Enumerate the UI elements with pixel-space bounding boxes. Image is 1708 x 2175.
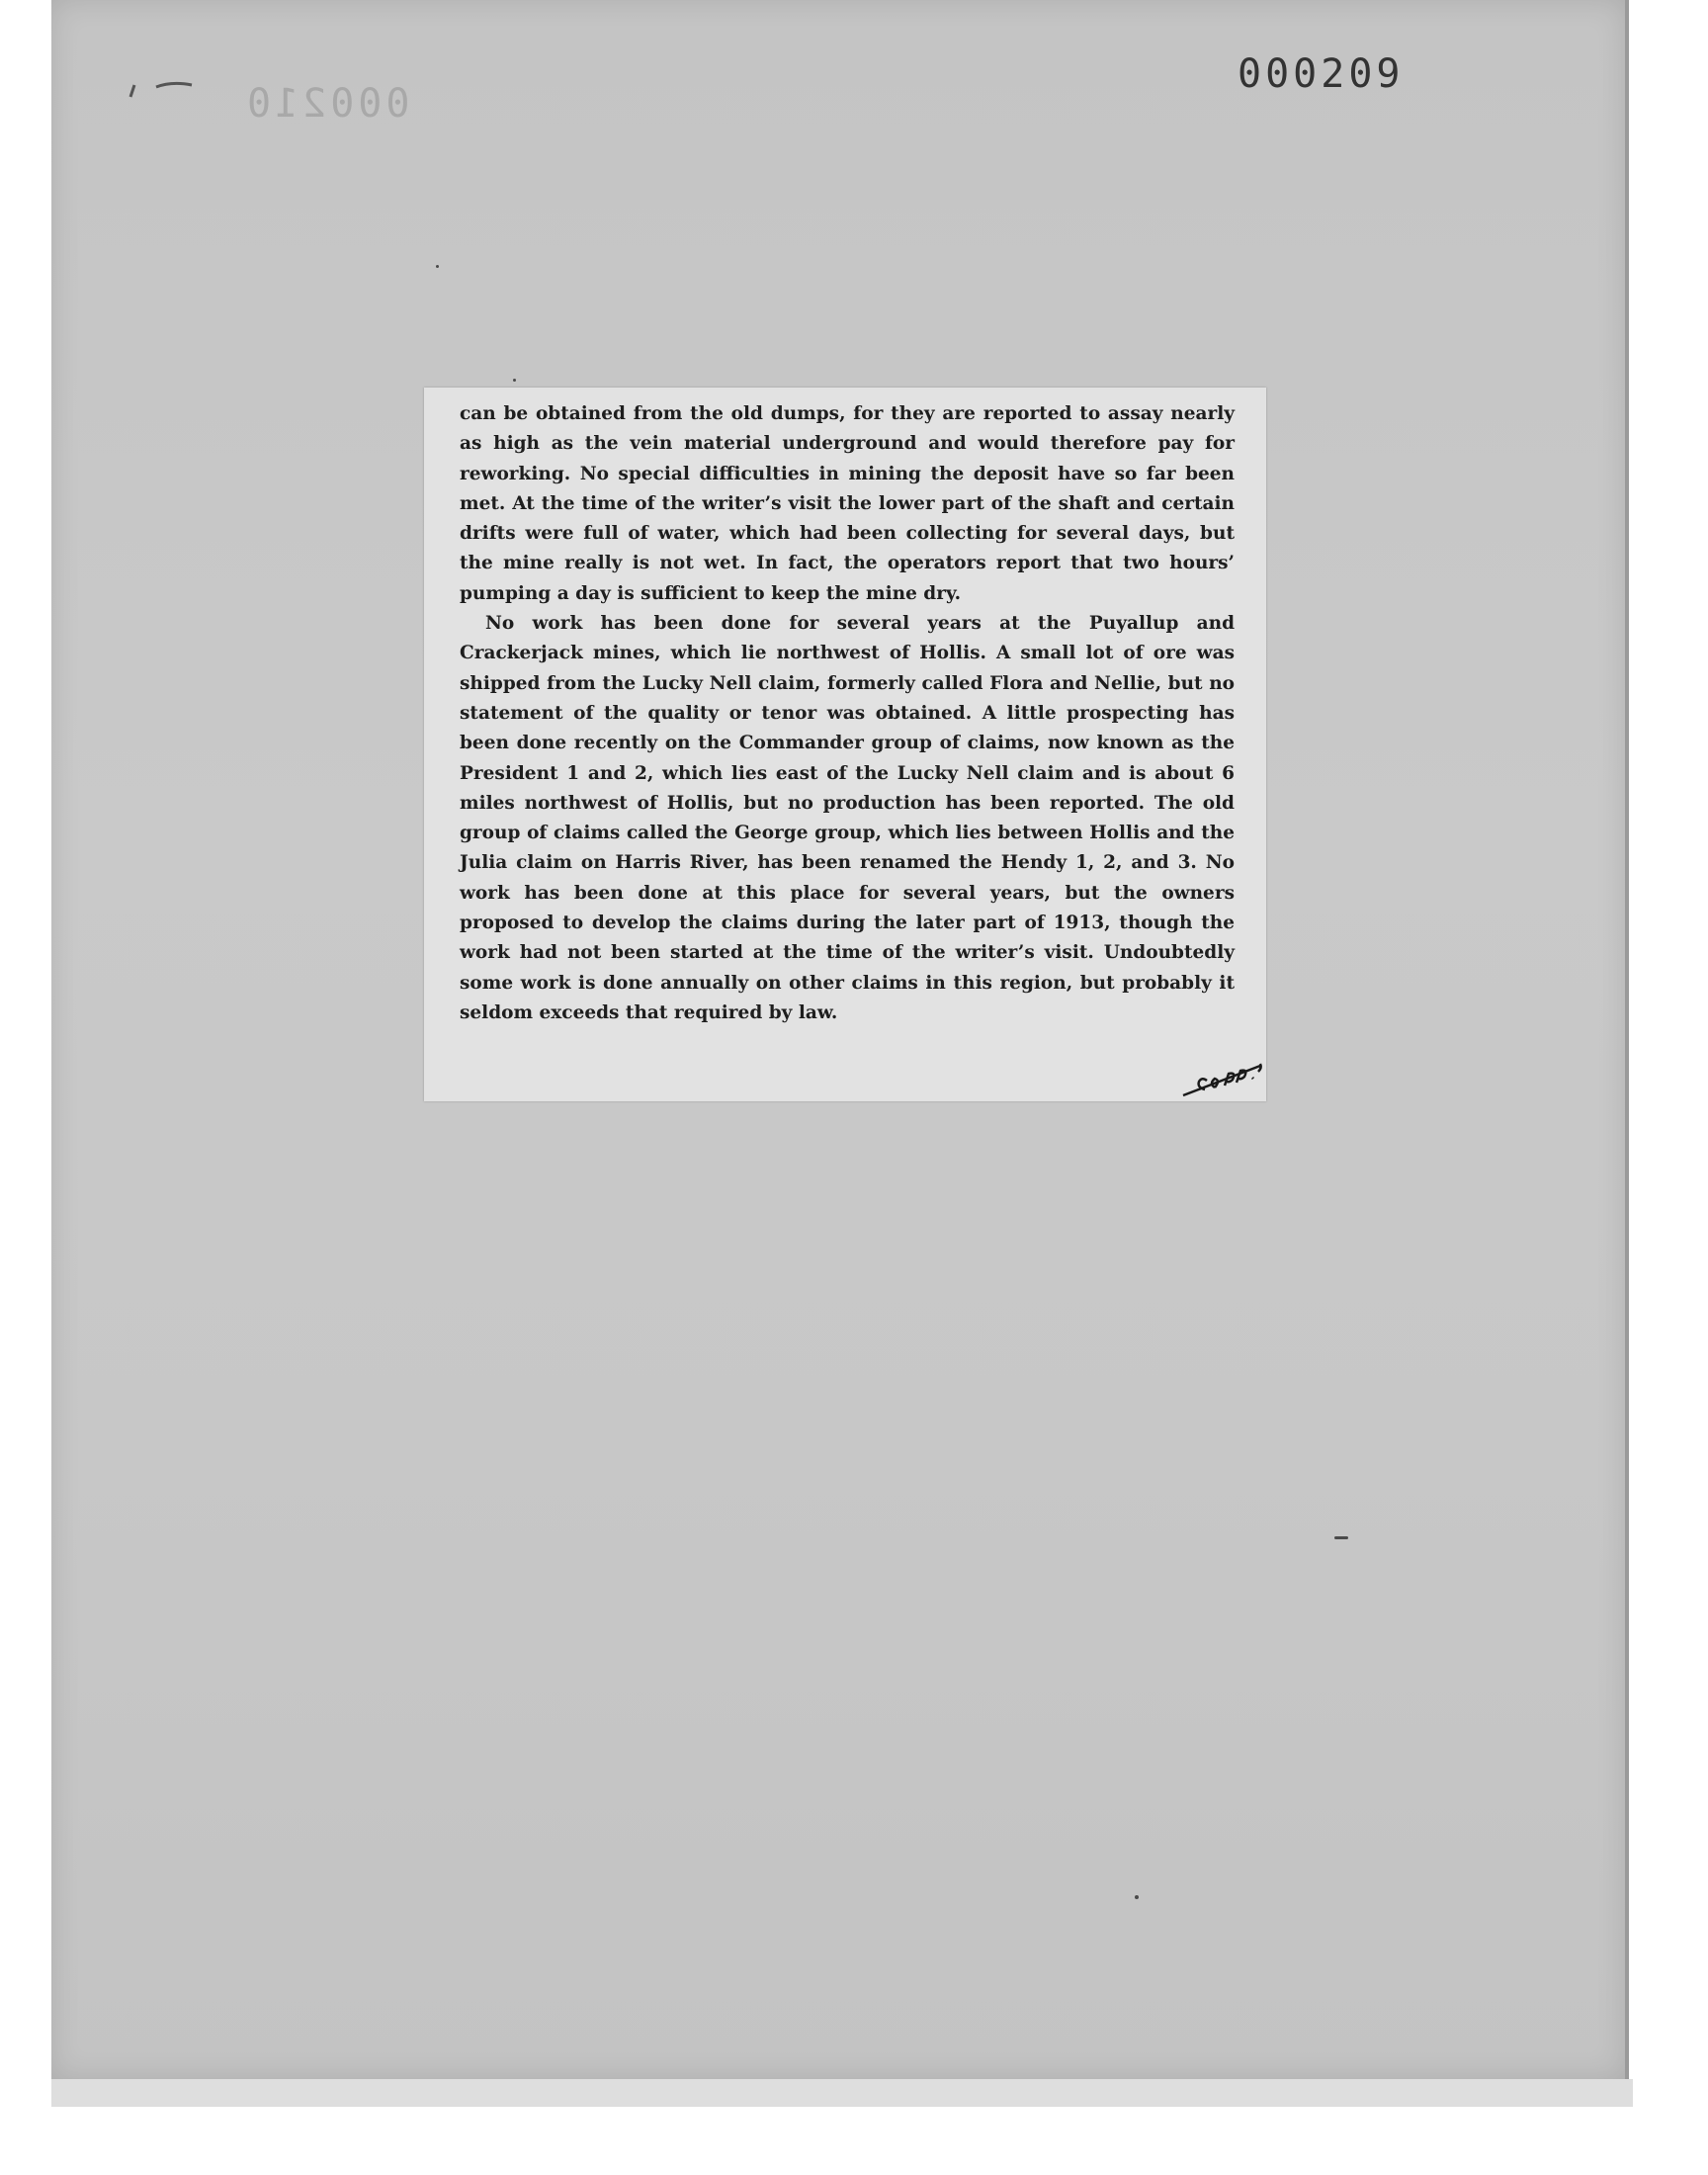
page-bottom-margin bbox=[51, 2079, 1633, 2107]
page-number-stamp: 000209 bbox=[1238, 51, 1405, 97]
clipping-paragraph-1: can be obtained from the old dumps, for they are reported to assay nearly as high as the vein material underground and would therefore pay for reworking. No special difficulties in mining the deposit have so far been met. At the time of the writer’s visit the lower part of the shaft and certain drifts were full of water, which had been collecting for several days, but the mine really is not wet. In fact, the operators report that two hours’ pumping a day is sufficient to keep the mine dry. bbox=[460, 403, 1235, 604]
pasted-clipping bbox=[424, 388, 1266, 1101]
scan-speck bbox=[1334, 1536, 1348, 1539]
scan-speck bbox=[513, 379, 516, 382]
bleed-through-number: 000210 bbox=[243, 81, 410, 127]
scan-speck bbox=[1135, 1895, 1139, 1899]
corner-pen-mark bbox=[123, 77, 212, 107]
clipping-paragraph-2: No work has been done for several years at the Puyallup and Crackerjack mines, which lie northwest of Hollis. A small lot of ore was shipped from the Lucky Nell claim, formerly called Flora and Nellie, but no statement of the quality or tenor was obtained. A little prospecting has been done recently on the Commander group of claims, now known as the President 1 and 2, which lies east of the Lucky Nell claim and is about 6 miles northwest of Hollis, but no production has been reported. The old group of claims called the George group, which lies between Hollis and the Julia claim on Harris River, has been renamed the Hendy 1, 2, and 3. No work has been done at this place for several years, but the owners proposed to develop the claims during the later part of 1913, though the work had not been started at the time of the writer’s visit. Undoubtedly some work is done annually on other claims in this region, but probably it seldom exceeds that required by law. bbox=[460, 613, 1235, 1023]
clipping-text bbox=[460, 399, 1235, 1028]
handwritten-annotation bbox=[1175, 1040, 1266, 1101]
page-edge-shadow bbox=[1625, 0, 1629, 2086]
scan-speck bbox=[436, 265, 439, 268]
